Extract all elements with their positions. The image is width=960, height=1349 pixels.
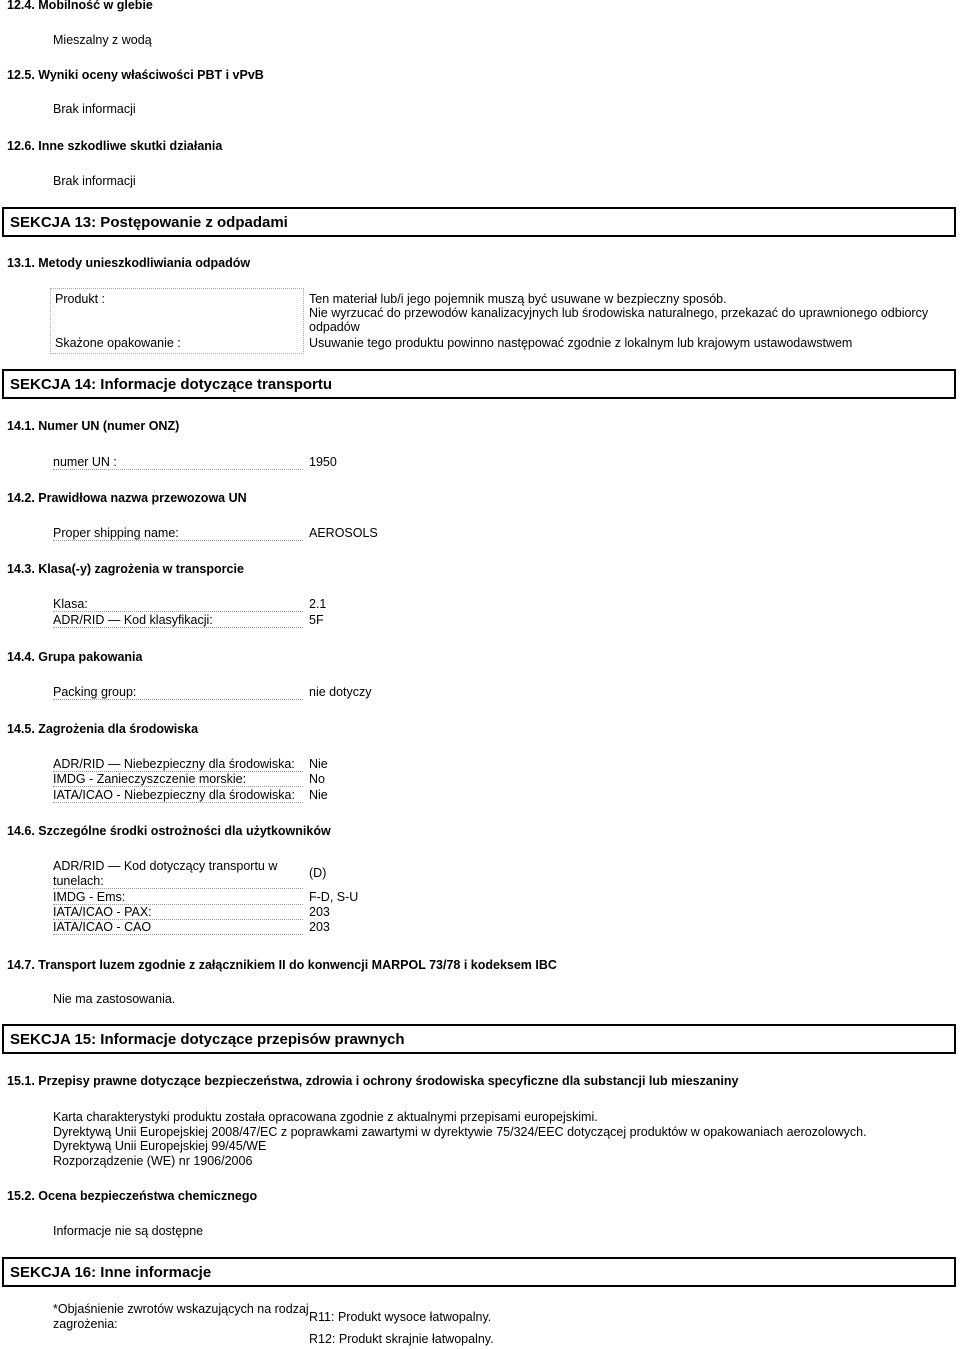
produkt-label: Produkt : — [55, 292, 106, 306]
psn-value: AEROSOLS — [309, 526, 378, 540]
heading-14-4: 14.4. Grupa pakowania — [7, 650, 143, 664]
regulation-line: Karta charakterystyki produktu została opracowana zgodnie z aktualnymi przepisami europejskimi. — [53, 1110, 598, 1124]
text-15-2: Informacje nie są dostępne — [53, 1224, 204, 1238]
text-12-5: Brak informacji — [53, 102, 136, 116]
r12-phrase: R12: Produkt skrajnie łatwopalny. — [309, 1332, 494, 1346]
user-row-label: IATA/ICAO - CAO — [53, 920, 303, 935]
klasa-value: 2.1 — [309, 597, 327, 611]
r11-phrase: R11: Produkt wysoce łatwopalny. — [309, 1310, 492, 1324]
heading-14-7: 14.7. Transport luzem zgodnie z załącznikiem II do konwencji MARPOL 73/78 i kodeksem IBC — [7, 958, 557, 972]
user-row-value: 203 — [309, 905, 330, 919]
user-row-value: F-D, S-U — [309, 890, 359, 904]
regulation-line: Dyrektywą Unii Europejskiej 99/45/WE — [53, 1139, 267, 1153]
tunnel-label-line2: tunelach: — [53, 874, 303, 889]
produkt-line1: Ten materiał lub/i jego pojemnik muszą być usuwane w bezpieczny sposób. — [309, 292, 727, 306]
produkt-line3: odpadów — [309, 320, 360, 334]
env-label: ADR/RID — Niebezpieczny dla środowiska: — [53, 757, 303, 772]
user-row-label: IMDG - Ems: — [53, 890, 303, 905]
text-14-7: Nie ma zastosowania. — [53, 992, 176, 1006]
explanation-label-line1: *Objaśnienie zwrotów wskazujących na rodzaj — [53, 1302, 309, 1316]
heading-15-1: 15.1. Przepisy prawne dotyczące bezpieczeństwa, zdrowia i ochrony środowiska specyficzne dla substancji lub mieszaniny — [7, 1074, 739, 1088]
heading-14-3: 14.3. Klasa(-y) zagrożenia w transporcie — [7, 562, 244, 576]
heading-12-6: 12.6. Inne szkodliwe skutki działania — [7, 139, 223, 153]
klasa-label: Klasa: — [53, 597, 303, 612]
regulation-line: Rozporządzenie (WE) nr 1906/2006 — [53, 1154, 253, 1168]
skazone-value: Usuwanie tego produktu powinno następować zgodnie z lokalnym lub krajowym ustawodawstwem — [309, 336, 853, 350]
heading-14-5: 14.5. Zagrożenia dla środowiska — [7, 722, 199, 736]
section-16-title: SEKCJA 16: Inne informacje — [2, 1257, 956, 1287]
text-12-4: Mieszalny z wodą — [53, 33, 152, 47]
pg-label: Packing group: — [53, 685, 303, 700]
heading-14-1: 14.1. Numer UN (numer ONZ) — [7, 419, 180, 433]
heading-14-6: 14.6. Szczególne środki ostrożności dla użytkowników — [7, 824, 331, 838]
explanation-label-line2: zagrożenia: — [53, 1317, 118, 1331]
tunnel-label-line1: ADR/RID — Kod dotyczący transportu w — [53, 859, 278, 873]
section-14-title: SEKCJA 14: Informacje dotyczące transportu — [2, 369, 956, 399]
env-value: Nie — [309, 757, 328, 771]
un-label: numer UN : — [53, 455, 303, 470]
pg-value: nie dotyczy — [309, 685, 372, 699]
tunnel-value: (D) — [309, 866, 327, 880]
produkt-line2: Nie wyrzucać do przewodów kanalizacyjnych lub środowiska naturalnego, przekazać do uprawnionego odbiorcy — [309, 306, 929, 320]
heading-12-5: 12.5. Wyniki oceny właściwości PBT i vPvB — [7, 68, 264, 82]
skazone-label: Skażone opakowanie : — [55, 336, 181, 350]
un-value: 1950 — [309, 455, 337, 469]
adr-kod-label: ADR/RID — Kod klasyfikacji: — [53, 613, 303, 628]
regulation-line: Dyrektywą Unii Europejskiej 2008/47/EC z poprawkami zawartymi w dyrektywie 75/324/EEC dotyczącej produktów w opakowaniach aerozolowych. — [53, 1125, 867, 1139]
heading-14-2: 14.2. Prawidłowa nazwa przewozowa UN — [7, 491, 247, 505]
heading-12-4: 12.4. Mobilność w glebie — [7, 0, 153, 12]
psn-label: Proper shipping name: — [53, 526, 303, 541]
adr-kod-value: 5F — [309, 613, 324, 627]
heading-15-2: 15.2. Ocena bezpieczeństwa chemicznego — [7, 1189, 258, 1203]
section-13-title: SEKCJA 13: Postępowanie z odpadami — [2, 207, 956, 237]
text-12-6: Brak informacji — [53, 174, 136, 188]
env-label: IATA/ICAO - Niebezpieczny dla środowiska: — [53, 788, 303, 803]
user-row-value: 203 — [309, 920, 330, 934]
heading-13-1: 13.1. Metody unieszkodliwiania odpadów — [7, 256, 251, 270]
env-value: No — [309, 772, 325, 786]
env-label: IMDG - Zanieczyszczenie morskie: — [53, 772, 303, 787]
section-15-title: SEKCJA 15: Informacje dotyczące przepisów prawnych — [2, 1024, 956, 1054]
user-row-label: IATA/ICAO - PAX: — [53, 905, 303, 920]
env-value: Nie — [309, 788, 328, 802]
